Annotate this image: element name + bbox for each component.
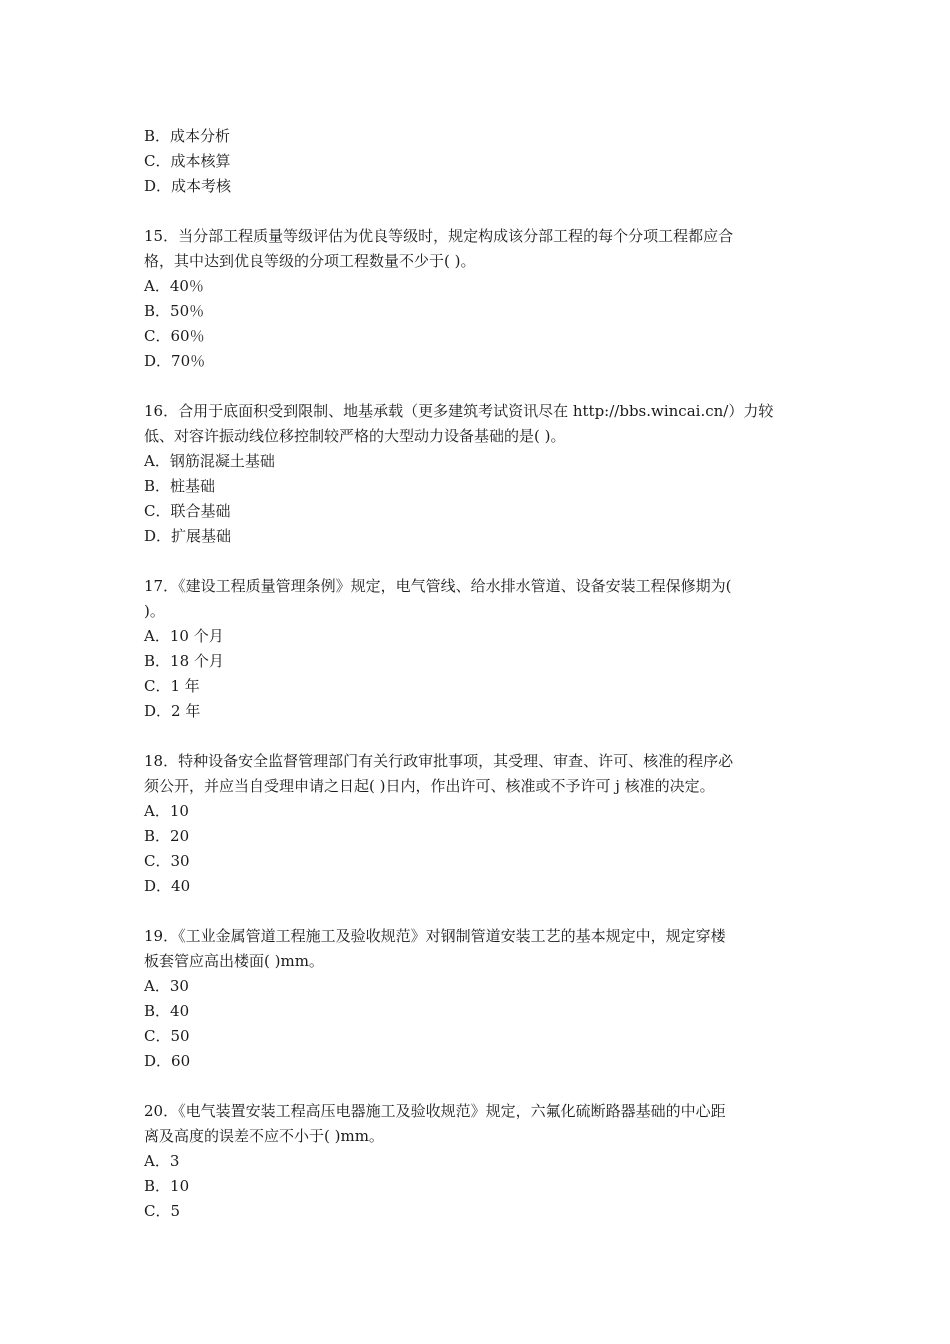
option-line: A．钢筋混凝土基础 bbox=[144, 452, 275, 470]
question-stem-line: 19．《工业金属管道工程施工及验收规范》对钢制管道安装工艺的基本规定中，规定穿楼 bbox=[144, 927, 726, 945]
question-stem-line: 20．《电气装置安装工程高压电器施工及验收规范》规定，六氟化硫断路器基础的中心距 bbox=[144, 1102, 726, 1120]
question-stem-line: 格，其中达到优良等级的分项工程数量不少于( )。 bbox=[144, 252, 476, 270]
question-stem-line: )。 bbox=[144, 602, 165, 620]
question-stem-line: 离及高度的误差不应不小于( )mm。 bbox=[144, 1127, 384, 1145]
question-stem-line: 16．合用于底面积受到限制、地基承载（更多建筑考试资讯尽在 http://bbs.wincai.cn/）力较 bbox=[144, 402, 774, 420]
option-line: B．50％ bbox=[144, 302, 205, 320]
option-line: C．60％ bbox=[144, 327, 205, 345]
option-line: C．联合基础 bbox=[144, 502, 231, 520]
option-line: B．10 bbox=[144, 1177, 190, 1195]
question-stem-line: 15．当分部工程质量等级评估为优良等级时，规定构成该分部工程的每个分项工程都应合 bbox=[144, 227, 734, 245]
option-line: A．10 个月 bbox=[144, 627, 224, 645]
option-line: D．60 bbox=[144, 1052, 191, 1070]
question-stem-line: 低、对容许振动线位移控制较严格的大型动力设备基础的是( )。 bbox=[144, 427, 566, 445]
question-stem-line: 17．《建设工程质量管理条例》规定，电气管线、给水排水管道、设备安装工程保修期为( bbox=[144, 577, 732, 595]
question-17 bbox=[144, 574, 809, 724]
option-line: C．50 bbox=[144, 1027, 190, 1045]
option-line: C．5 bbox=[144, 1202, 181, 1220]
option-line: C．成本核算 bbox=[144, 152, 231, 170]
previous-question-options bbox=[144, 124, 809, 199]
question-stem-line: 须公开，并应当自受理申请之日起( )日内，作出许可、核准或不予许可 j 核准的决定。 bbox=[144, 777, 715, 795]
question-15 bbox=[144, 224, 809, 374]
option-line: A．40％ bbox=[144, 277, 204, 295]
option-line: D．40 bbox=[144, 877, 191, 895]
question-18 bbox=[144, 749, 809, 899]
option-line: A．10 bbox=[144, 802, 189, 820]
option-line: C．30 bbox=[144, 852, 190, 870]
question-19 bbox=[144, 924, 809, 1074]
option-line: C．1 年 bbox=[144, 677, 200, 695]
option-line: A．30 bbox=[144, 977, 189, 995]
option-line: B．桩基础 bbox=[144, 477, 216, 495]
option-line: D．成本考核 bbox=[144, 177, 232, 195]
option-line: D．2 年 bbox=[144, 702, 201, 720]
option-line: B．40 bbox=[144, 1002, 190, 1020]
option-line: D．70％ bbox=[144, 352, 206, 370]
option-line: B．18 个月 bbox=[144, 652, 224, 670]
question-20 bbox=[144, 1099, 809, 1224]
document-page bbox=[144, 124, 809, 1249]
question-stem-line: 18．特种设备安全监督管理部门有关行政审批事项，其受理、审查、许可、核准的程序必 bbox=[144, 752, 734, 770]
question-stem-line: 板套管应高出楼面( )mm。 bbox=[144, 952, 324, 970]
question-16 bbox=[144, 399, 809, 549]
option-line: A．3 bbox=[144, 1152, 180, 1170]
option-line: B．成本分析 bbox=[144, 127, 231, 145]
option-line: B．20 bbox=[144, 827, 190, 845]
option-line: D．扩展基础 bbox=[144, 527, 232, 545]
